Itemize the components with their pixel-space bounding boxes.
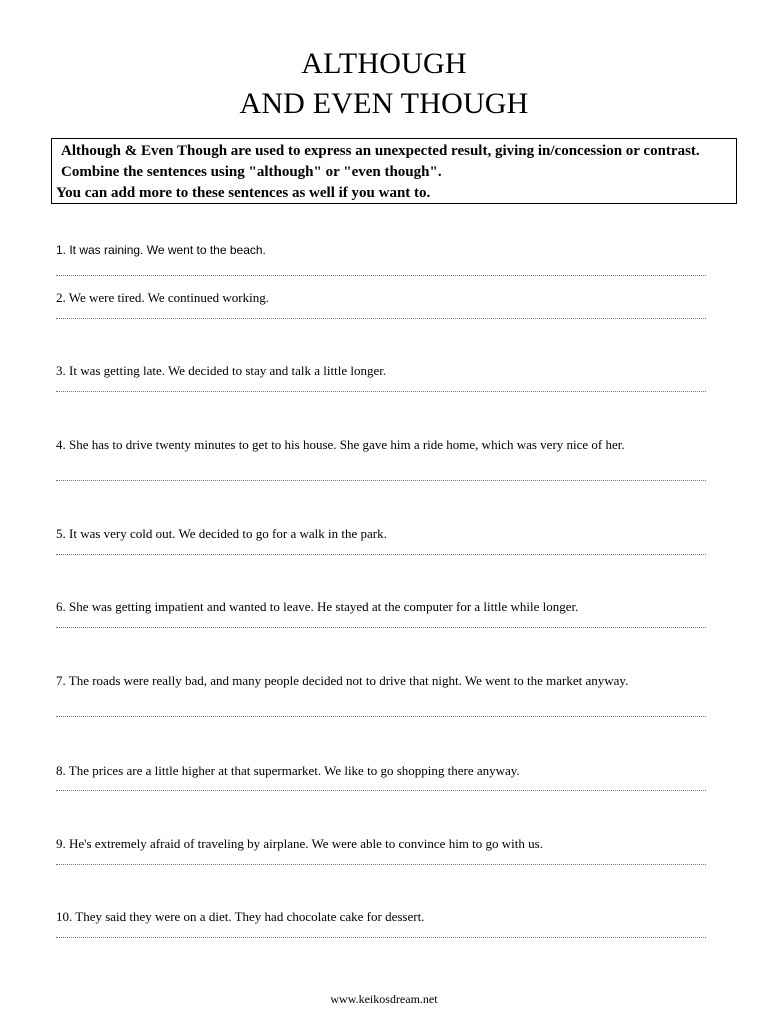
footer-url: www.keikosdream.net: [330, 992, 438, 1006]
instructions-note: You can add more to these sentences as well if you want to.: [56, 185, 431, 201]
title-line-1: ALTHOUGH: [301, 47, 467, 80]
question-text: 1. It was raining. We went to the beach.: [56, 243, 266, 257]
answer-line-4: [56, 480, 706, 481]
answer-line-1: [56, 275, 706, 276]
question-text: 3. It was getting late. We decided to stay and talk a little longer.: [56, 363, 387, 378]
question-text: 4. She has to drive twenty minutes to get to his house. She gave him a ride home, which was very nice of her.: [56, 437, 625, 452]
question-text: 6. She was getting impatient and wanted to leave. He stayed at the computer for a little while longer.: [56, 599, 579, 614]
instructions-box: [51, 138, 737, 204]
answer-line-6: [56, 627, 706, 628]
question-text: 10. They said they were on a diet. They had chocolate cake for dessert.: [56, 909, 425, 924]
question-3: [56, 363, 716, 379]
answer-line-8: [56, 790, 706, 791]
question-4: [56, 437, 716, 453]
question-9: [56, 836, 716, 852]
instructions-text: Although & Even Though are used to express an unexpected result, giving in/concession or contrast. Combine the sentences using "although" or "even though".: [61, 143, 700, 180]
question-8: [56, 763, 716, 779]
question-text: 8. The prices are a little higher at that supermarket. We like to go shopping there anyway.: [56, 763, 520, 778]
question-text: 9. He's extremely afraid of traveling by airplane. We were able to convince him to go with us.: [56, 836, 543, 851]
answer-line-2: [56, 318, 706, 319]
question-6: [56, 599, 716, 615]
question-5: [56, 526, 716, 542]
answer-line-9: [56, 864, 706, 865]
answer-line-3: [56, 391, 706, 392]
question-text: 5. It was very cold out. We decided to go for a walk in the park.: [56, 526, 387, 541]
question-2: [56, 290, 716, 306]
question-10: [56, 909, 716, 925]
title-line-2: AND EVEN THOUGH: [239, 87, 529, 120]
answer-line-5: [56, 554, 706, 555]
question-1: [56, 242, 716, 258]
question-7: [56, 673, 716, 689]
question-text: 7. The roads were really bad, and many people decided not to drive that night. We went to the market anyway.: [56, 673, 629, 688]
question-text: 2. We were tired. We continued working.: [56, 290, 269, 305]
answer-line-7: [56, 716, 706, 717]
answer-line-10: [56, 937, 706, 938]
